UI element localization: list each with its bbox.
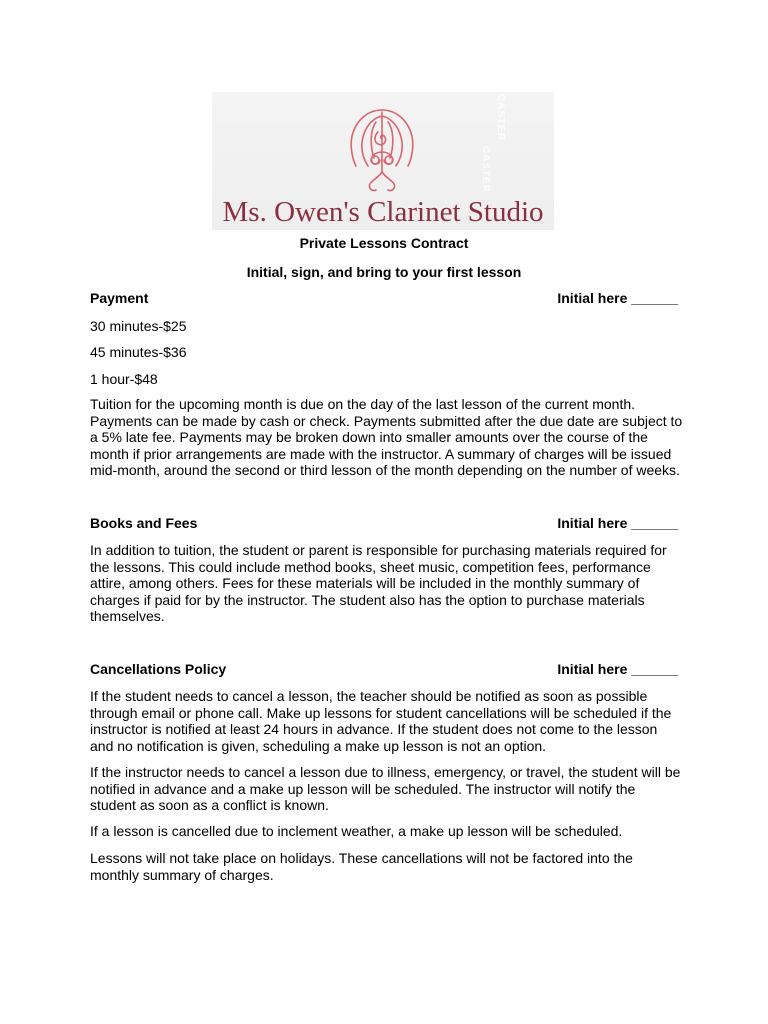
watermark-text: CASTER [495, 93, 507, 142]
studio-logo [212, 92, 554, 230]
section-heading-cancellations: Cancellations Policy [90, 661, 227, 677]
watermark-text: CASTER [480, 145, 492, 194]
section-heading-payment: Payment [90, 290, 149, 306]
payment-header-row [90, 290, 678, 306]
cancellations-paragraph: Lessons will not take place on holidays. These cancellations will not be factored into the monthly summary of charges. [90, 850, 633, 883]
initial-field-books[interactable]: Initial here ______ [557, 515, 678, 531]
books-paragraph: In addition to tuition, the student or parent is responsible for purchasing materials required for the lessons. This could include method books, sheet music, competition fees, performance attire, among others. Fees for these materials will be included in the monthly summary of charges if paid for by the instructor. The student also has the option to purchase materials themselves. [90, 542, 667, 625]
cancellations-paragraph: If the student needs to cancel a lesson, the teacher should be notified as soon as possible through email or phone call. Make up lessons for student cancellations will be scheduled if the instructor is notified at least 24 hours in advance. If the student does not come to the lesson and no notification is given, scheduling a make up lesson is not an option. [90, 688, 672, 754]
cancellations-header-row [90, 661, 678, 677]
section-heading-books: Books and Fees [90, 515, 198, 531]
price-item: 30 minutes-$25 [90, 318, 187, 334]
page-subtitle: Initial, sign, and bring to your first lesson [246, 264, 522, 280]
page-title: Private Lessons Contract [299, 235, 469, 251]
price-item: 1 hour-$48 [90, 371, 158, 387]
price-item: 45 minutes-$36 [90, 344, 187, 360]
cancellations-paragraph: If the instructor needs to cancel a lesson due to illness, emergency, or travel, the student will be notified in advance and a make up lesson will be scheduled. The instructor will notify the student as soon as a conflict is known. [90, 764, 681, 814]
clarinet-emblem-icon [340, 102, 424, 198]
initial-field-payment[interactable]: Initial here ______ [557, 290, 678, 306]
payment-paragraph: Tuition for the upcoming month is due on the day of the last lesson of the current month. Payments can be made by cash or check. Payments submitted after the due date are subject to a 5% late fee. Payments may be broken down into smaller amounts over the course of the month if prior arrangements are made with the instructor. A summary of charges will be issued mid-month, around the second or third lesson of the month depending on the number of weeks. [90, 396, 683, 479]
books-header-row [90, 515, 678, 531]
initial-field-cancellations[interactable]: Initial here ______ [557, 661, 678, 677]
cancellations-paragraph: If a lesson is cancelled due to inclement weather, a make up lesson will be scheduled. [90, 823, 623, 839]
studio-name: Ms. Owen's Clarinet Studio [222, 196, 544, 228]
